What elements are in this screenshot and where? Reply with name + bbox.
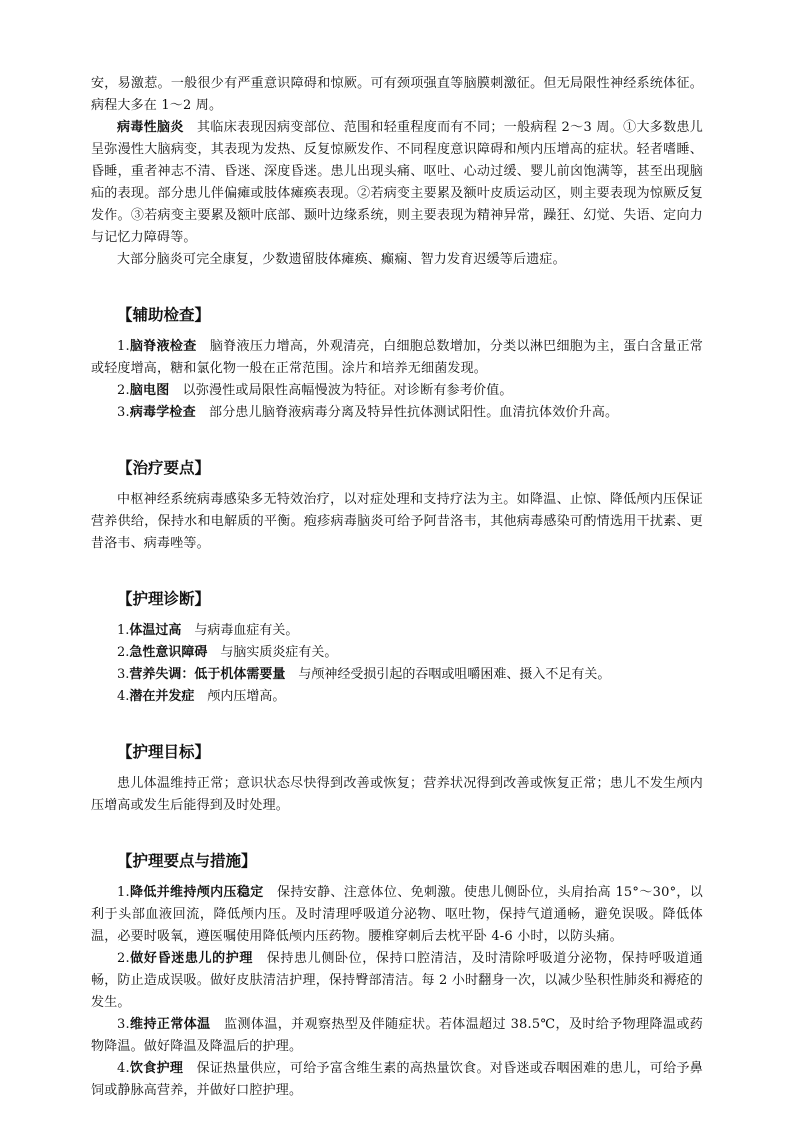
diagnosis-item-2-text: 与脑实质炎症有关。 bbox=[207, 645, 338, 660]
viral-encephalitis-term: 病毒性脑炎 bbox=[117, 120, 184, 135]
diagnosis-item-1-term: 体温过高 bbox=[129, 623, 182, 638]
aux-item-1-num: 1. bbox=[117, 339, 130, 354]
diagnosis-item-4-num: 4. bbox=[117, 689, 130, 704]
diagnosis-item-4-text: 颅内压增高。 bbox=[194, 689, 286, 704]
measure-item-3-num: 3. bbox=[117, 1017, 130, 1032]
aux-item-2-text: 以弥漫性或局限性高幅慢波为特征。对诊断有参考价值。 bbox=[169, 383, 513, 398]
measure-item-4-term: 饮食护理 bbox=[129, 1061, 184, 1076]
measure-item-4-num: 4. bbox=[117, 1061, 130, 1076]
nursing-goals-heading: 【护理目标】 bbox=[117, 742, 211, 761]
measure-item-1-num: 1. bbox=[117, 885, 130, 900]
diagnosis-item-1-num: 1. bbox=[117, 623, 130, 638]
aux-item-3-num: 3. bbox=[117, 405, 130, 420]
aux-exam-heading: 【辅助检查】 bbox=[117, 305, 211, 324]
viral-encephalitis-paragraph bbox=[91, 117, 703, 249]
diagnosis-item-2-num: 2. bbox=[117, 645, 130, 660]
treatment-paragraph: 中枢神经系统病毒感染多无特效治疗，以对症处理和支持疗法为主。如降温、止惊、降低颅内压保证营养供给，保持水和电解质的平衡。疱疹病毒脑炎可给予阿昔洛韦，其他病毒感染可酌情选用干扰素、更昔洛韦、病毒唑等。 bbox=[91, 492, 703, 551]
measure-item-2-num: 2. bbox=[117, 951, 130, 966]
diagnosis-item-3 bbox=[91, 664, 703, 686]
measure-item-1 bbox=[91, 882, 703, 948]
treatment-heading: 【治疗要点】 bbox=[117, 458, 211, 477]
recovery-paragraph: 大部分脑炎可完全康复，少数遗留肢体瘫痪、癫痫、智力发育迟缓等后遗症。 bbox=[117, 252, 566, 267]
measure-item-3-text: 监测体温，并观察热型及伴随症状。若体温超过 38.5℃，及时给予物理降温或药物降温。做好降温及降温后的护理。 bbox=[91, 1017, 703, 1054]
aux-item-2-num: 2. bbox=[117, 383, 130, 398]
intro-continuation: 安，易激惹。一般很少有严重意识障碍和惊厥。可有颈项强直等脑膜刺激征。但无局限性神经系统体征。病程大多在 1～2 周。 bbox=[91, 76, 703, 113]
aux-item-2-term: 脑电图 bbox=[129, 383, 170, 398]
measure-item-4-text: 保证热量供应，可给予富含维生素的高热量饮食。对昏迷或吞咽困难的患儿，可给予鼻饲或静脉高营养，并做好口腔护理。 bbox=[91, 1061, 703, 1098]
aux-item-3-term: 病毒学检查 bbox=[129, 405, 196, 420]
measure-item-2-text: 保持患儿侧卧位，保持口腔清洁，及时清除呼吸道分泌物，保持呼吸道通畅，防止造成误吸。做好皮肤清洁护理，保持臀部清洁。每 2 小时翻身一次，以减少坠积性肺炎和褥疮的发生。 bbox=[91, 951, 703, 1010]
diagnosis-item-1 bbox=[91, 620, 703, 642]
diagnosis-item-4 bbox=[91, 686, 703, 708]
nursing-goals-paragraph: 患儿体温维持正常；意识状态尽快得到改善或恢复；营养状况得到改善或恢复正常；患儿不发生颅内压增高或发生后能得到及时处理。 bbox=[91, 776, 703, 813]
measure-item-2-term: 做好昏迷患儿的护理 bbox=[129, 951, 254, 966]
aux-item-3 bbox=[91, 402, 703, 424]
nursing-diagnosis-heading: 【护理诊断】 bbox=[117, 589, 211, 608]
aux-item-1-term: 脑脊液检查 bbox=[129, 339, 197, 354]
aux-item-3-text: 部分患儿脑脊液病毒分离及特异性抗体测试阳性。血清抗体效价升高。 bbox=[195, 405, 619, 420]
diagnosis-item-3-term: 营养失调：低于机体需要量 bbox=[129, 667, 286, 682]
aux-item-1 bbox=[91, 336, 703, 380]
diagnosis-item-2 bbox=[91, 642, 703, 664]
measure-item-4 bbox=[91, 1058, 703, 1102]
aux-item-2 bbox=[91, 380, 703, 402]
nursing-measures-heading: 【护理要点与措施】 bbox=[117, 851, 257, 870]
diagnosis-item-3-text: 与颅神经受损引起的吞咽或咀嚼困难、摄入不足有关。 bbox=[285, 667, 611, 682]
diagnosis-item-1-text: 与病毒血症有关。 bbox=[181, 623, 299, 638]
diagnosis-item-4-term: 潜在并发症 bbox=[129, 689, 195, 704]
viral-encephalitis-text: 其临床表现因病变部位、范围和轻重程度而有不同；一般病程 2～3 周。①大多数患儿呈弥漫性大脑病变，其表现为发热、反复惊厥发作、不同程度意识障碍和颅内压增高的症状。轻者嗜睡、昏睡，重者神志不清、昏迷、深度昏迷。患儿出现头痛、呕吐、心动过缓、婴儿前囟饱满等，甚至出现脑疝的表现。部分患儿伴偏瘫或肢体瘫痪表现。②若病变主要累及额叶皮质运动区，则主要表现为惊厥反复发作。③若病变主要累及额叶底部、颞叶边缘系统，则主要表现为精神异常，躁狂、幻觉、失语、定向力与记忆力障碍等。 bbox=[91, 120, 703, 245]
diagnosis-item-2-term: 急性意识障碍 bbox=[129, 645, 208, 660]
diagnosis-item-3-num: 3. bbox=[117, 667, 130, 682]
document-page bbox=[91, 73, 703, 1102]
measure-item-3-term: 维持正常体温 bbox=[129, 1017, 211, 1032]
measure-item-1-term: 降低并维持颅内压稳定 bbox=[129, 885, 264, 900]
aux-item-1-text: 脑脊液压力增高，外观清亮，白细胞总数增加，分类以淋巴细胞为主，蛋白含量正常或轻度增高，糖和氯化物一般在正常范围。涂片和培养无细菌发现。 bbox=[91, 339, 703, 376]
measure-item-2 bbox=[91, 948, 703, 1014]
measure-item-1-text: 保持安静、注意体位、免刺激。使患儿侧卧位，头肩抬高 15°～30°，以利于头部血液回流，降低颅内压。及时清理呼吸道分泌物、呕吐物，保持气道通畅，避免误吸。降低体温，必要时吸氧，遵医嘱使用降低颅内压药物。腰椎穿刺后去枕平卧 4-6 小时，以防头痛。 bbox=[91, 885, 703, 944]
measure-item-3 bbox=[91, 1014, 703, 1058]
